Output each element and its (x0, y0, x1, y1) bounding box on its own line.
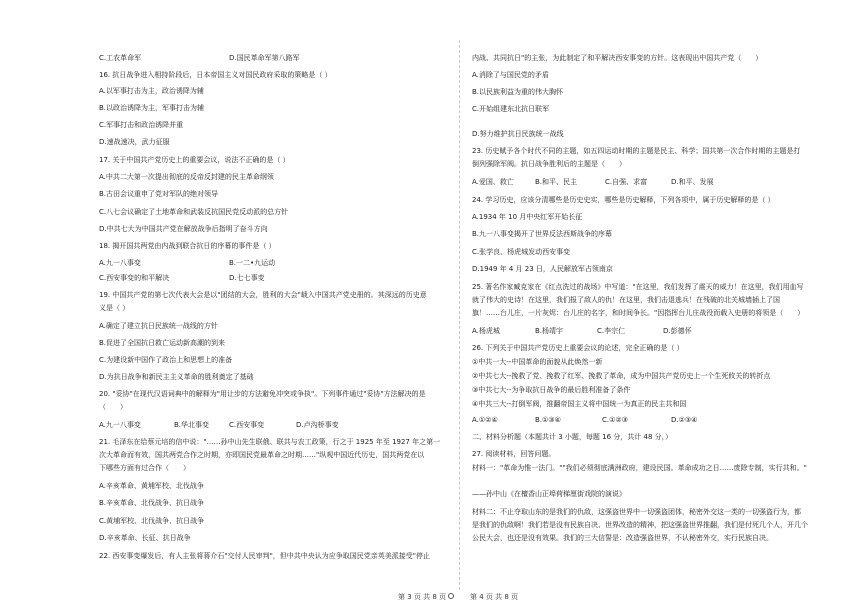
material-line: 材料二：不止夺取山东的是我们的仇敌，这强盗世界中一切强盗团体，秘密外交这一类的一切强盗行为，都 (472, 508, 801, 516)
option-line: A.中共二大第一次提出彻底的反帝反封建的民主革命纲领 (99, 173, 274, 181)
option-line: A.①②④ (472, 416, 498, 424)
question-22: 22. 西安事变爆发后，有人主张将蒋介石"交付人民审判"，但中共中央认为应争取国民党亲英美派接受"停止 (99, 552, 431, 560)
column-divider (459, 40, 460, 590)
option-line: B.①③④ (535, 416, 561, 424)
question-21-cont: 下哪些方面有过合作（ ） (99, 464, 190, 472)
option-line: A.辛亥革命、黄埔军校、北伐战争 (99, 482, 204, 490)
question-23-cont: 倒列强除军阀。抗日战争胜利后的主题是（ ） (472, 160, 626, 168)
option-line: B.以民族利益为重的伟大胸怀 (472, 88, 564, 96)
option-line: B.古田会议重申了党对军队的绝对领导 (99, 190, 219, 198)
option-line: D.辛亥革命、长征、抗日战争 (99, 534, 191, 542)
statement-line: ②中共七大--挽救了党、挽救了红军、挽救了革命，成为中国共产党历史上一个生死攸关的转折点 (472, 372, 771, 380)
option-line: A.爱国、救亡 (472, 178, 514, 186)
option-line: D.1949 年 4 月 23 日，人民解放军占领南京 (472, 265, 613, 273)
question-24: 24. 学习历史，应该分清哪些是历史史实，哪些是历史解释，下列各项中，属于历史解释的是（ ） (472, 196, 775, 204)
option-line: D.国民革命军第八路军 (229, 54, 300, 62)
question-21-cont: 次大革命而有效，国共两党合作之时期，亦即国民党最革命之时期……"纵观中国近代历史，国共两党在以 (99, 451, 425, 459)
option-line: C.八七会议确定了土地革命和武装反抗国民党反动派的总方针 (99, 208, 289, 216)
option-line: B.以政治诱降为主，军事打击为辅 (99, 104, 205, 112)
option-line: B.促进了全国抗日救亡运动新高潮的到来 (99, 339, 226, 347)
option-line: D.为抗日战争和新民主主义革命的胜利奠定了基础 (99, 373, 254, 381)
option-line: C.自强、求富 (605, 178, 648, 186)
option-line: A.九一八事变 (99, 421, 141, 429)
statement-line: ③中共七大--为争取抗日战争的最后胜利准备了条件 (472, 386, 631, 394)
option-line: D.努力维护抗日民族统一战线 (472, 130, 564, 138)
option-line: B.杨靖宇 (535, 327, 564, 335)
option-line: D.速战速决，武力征服 (99, 138, 170, 146)
option-line: B.和平、民主 (535, 178, 578, 186)
option-line: C.黄埔军校、北伐战争、抗日战争 (99, 517, 205, 525)
option-line: A.以军事打击为主，政治诱降为辅 (99, 87, 204, 95)
option-line: D.中共七大为中国共产党在解放战争后指明了奋斗方向 (99, 225, 268, 233)
binding-hole-icon (448, 593, 454, 599)
question-23: 23. 历史赋予各个时代不同的主题，如五四运动时期的主题是民主、科学；国共第一次合作时期的主题是打 (472, 147, 801, 155)
option-line: D.和平、发展 (671, 178, 714, 186)
question-25-cont: 旗！……台儿庄，一片灰烬：台儿庄的名字，和时间争长。"因指挥台儿庄战役而载入史册的将领是（ ） (472, 309, 805, 317)
option-line: C.西安事变 (229, 421, 265, 429)
option-line: D.七七事变 (229, 274, 265, 282)
question-20: 20. "妥协"在现代汉语词典中的解释为"用让步的方法避免冲突或争执"。下列事件通过"妥协"方法解决的是 (99, 390, 426, 398)
option-line: A.消除了与国民党的矛盾 (472, 71, 549, 79)
option-line: D.卢沟桥事变 (296, 421, 339, 429)
question-16: 16. 抗日战争进入相持阶段后，日本帝国主义对国民政府采取的策略是（ ） (99, 71, 332, 79)
option-line: C.军事打击和政治诱降并重 (99, 121, 184, 129)
material-source: ——孙中山《在檀香山正埠荷梯厘街戏院的演说》 (472, 490, 626, 498)
material-line: 是我们的仇敌啊！我们若是没有民族自决、世界改造的精神，把这强盗世界推翻，我们是付死几个人，开几个 (472, 521, 808, 529)
page-footer (0, 590, 860, 604)
right-page-number: 第 4 页 共 8 页 (470, 593, 519, 601)
option-line: C.为建设新中国作了政治上和思想上的准备 (99, 356, 233, 364)
option-line: A.九一八事变 (99, 259, 141, 267)
question-19: 19. 中国共产党的第七次代表大会是以"团结的大会，胜利的大会"载入中国共产党史册的。其深远的历史意 (99, 291, 427, 299)
option-line: C.工农革命军 (99, 54, 142, 62)
question-21: 21. 毛泽东在给蔡元培的信中说："……孙中山先生联俄、联共与农工政策，行之于 1925 年至 1927 年之第一 (99, 438, 441, 446)
option-line: C.李宗仁 (597, 327, 626, 335)
option-line: D.彭德怀 (663, 327, 692, 335)
question-18: 18. 揭开国共两党由内战到联合抗日的序幕的事件是（ ） (99, 242, 276, 250)
question-22-cont: 内战、共同抗日"的主张，为此制定了和平解决西安事变的方针。这表现出中国共产党（ ） (472, 54, 763, 62)
option-line: A.杨虎城 (472, 327, 500, 335)
question-26: 26. 下列关于中国共产党历史上重要会议的论述，完全正确的是（ ） (472, 344, 684, 352)
material-line: 材料一："革命为惟一法门。""我们必须彻底满洲政府，建设民国。革命成功之日……废除专制，实行共和。" (472, 464, 807, 472)
option-line: C.西安事变的和平解决 (99, 274, 170, 282)
option-line: D.②③④ (671, 416, 698, 424)
option-line: A.确定了建立抗日民族统一战线的方针 (99, 322, 218, 330)
question-19-cont: 义是（ ） (99, 304, 130, 312)
option-line: B.九一八事变揭开了世界反法西斯战争的序幕 (472, 230, 613, 238)
section-heading: 二、材料分析题（本题共计 3 小题，每题 16 分，共计 48 分，） (472, 433, 673, 441)
option-line: C.开始组建东北抗日联军 (472, 105, 550, 113)
question-20-cont: （ ） (99, 403, 127, 411)
material-line: 公民大会，也还是没有效果。我们的三大信誓是：改造强盗世界，不认秘密外交，实行民族自决。 (472, 534, 773, 542)
option-line: B.一二•九运动 (229, 259, 276, 267)
statement-line: ④中共三大--打倒军阀，推翻帝国主义将中国统一为真正的民主共和国 (472, 400, 687, 408)
option-line: B.辛亥革命、北伐战争、抗日战争 (99, 499, 205, 507)
statement-line: ①中共一大--中国革命的面貌从此焕然一新 (472, 358, 603, 366)
option-line: C.①②③ (602, 416, 628, 424)
option-line: A.1934 年 10 月中央红军开始长征 (472, 213, 583, 221)
left-page-number: 第 3 页 共 8 页 (398, 593, 447, 601)
question-27: 27. 阅读材料，回答问题。 (472, 450, 556, 458)
option-line: C.张学良、杨虎城发动西安事变 (472, 248, 571, 256)
option-line: B.华北事变 (174, 421, 210, 429)
question-25-cont: 就了伟大的史诗！在这里，我们报了敌人的仇！在这里，我们击退逃兵！在残破的北关城墙插上了国 (472, 296, 780, 304)
question-17: 17. 关于中国共产党历史上的重要会议，说法不正确的是（ ） (99, 156, 290, 164)
question-25: 25. 著名作家臧克家在《红点洗过的战场》中写道："在这里，我们发挥了震天的威力！在这里，我们用血写 (472, 283, 804, 291)
